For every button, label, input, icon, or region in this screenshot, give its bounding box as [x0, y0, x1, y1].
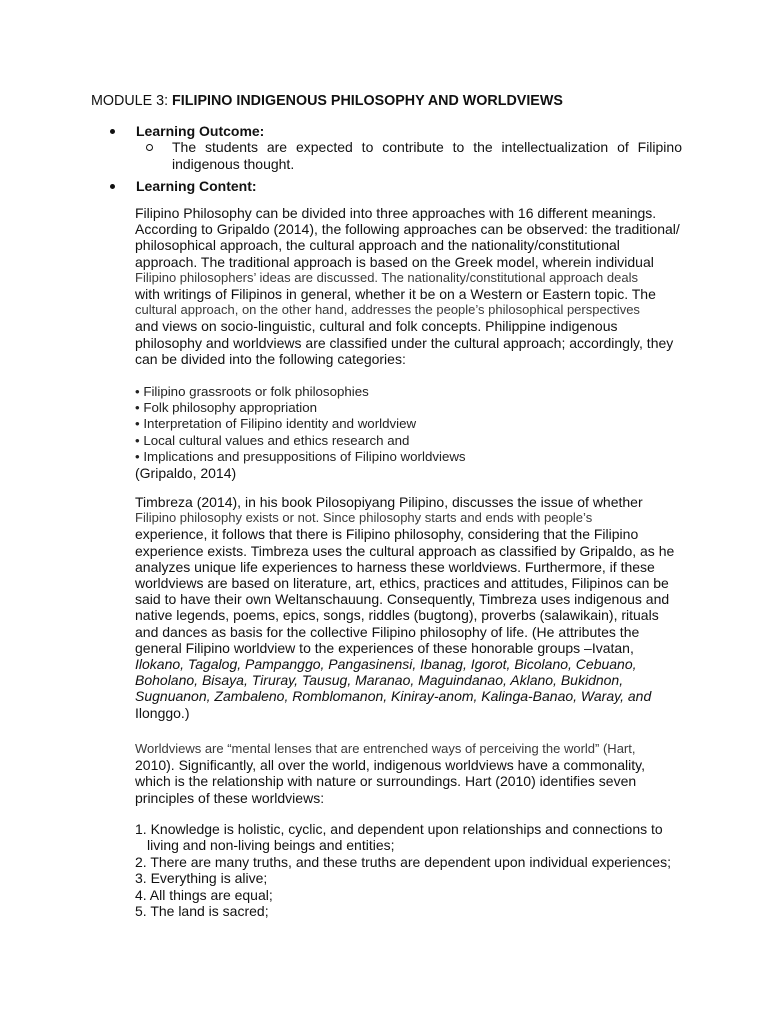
list-item: 1. Knowledge is holistic, cyclic, and dependent upon relationships and connections to living and non-living beings and entities;: [135, 821, 663, 854]
list-item: • Interpretation of Filipino identity and worldview: [135, 416, 417, 432]
principles-list: [135, 821, 685, 919]
paragraph-timbreza: Timbreza (2014), in his book Pilosopiyang Pilipino, discusses the issue of whether Filipino philosophy exists or not. Since philosophy starts and ends with people’s experience, it follows that there is Filipino philosophy, considering that the Filipino experience exists. Timbreza uses the cultural approach as classified by Gripaldo, as he analyzes unique life experiences to harness these worldviews. Furthermore, if these worldviews are based on literature, art, ethics, practices and attitudes, Filipinos can be said to have their own Weltanschauung. Consequently, Timbreza uses indigenous and native legends, poems, epics, songs, riddles (bugtong), proverbs (salawikain), rituals and dances as basis for the collective Filipino philosophy of life. (He attributes the general Filipino worldview to the experiences of these honorable groups –Ivatan, Ilokano, Tagalog, Pampanggo, Pangasinensi, Ibanag, Igorot, Bicolano, Cebuano, Boholano, Bisaya, Tiruray, Tausug, Maranao, Maguindanao, Aklano, Bukidnon, Sugnuanon, Zambaleno, Romblomanon, Kiniray-anom, Kalinga-Banao, Waray, and Ilonggo.): [135, 494, 675, 721]
learning-outcome-label: Learning Outcome:: [136, 123, 265, 139]
list-item: • Folk philosophy appropriation: [135, 400, 318, 416]
learning-outcome-text: The students are expected to contribute to the intellectualization of Filipino indigenous thought.: [172, 139, 682, 173]
categories-list: [135, 384, 680, 481]
paragraph-approaches: Filipino Philosophy can be divided into three approaches with 16 different meanings. According to Gripaldo (2014), the following approaches can be observed: the traditional/ philosophical approach, the cultural approach and the nationality/constitutional approach. The traditional approach is based on the Greek model, wherein individual Filipino philosophers’ ideas are discussed. The nationality/constitutional approach deals with writings of Filipinos in general, whether it be on a Western or Eastern topic. The cultural approach, on the other hand, addresses the people’s philosophical perspectives and views on socio-linguistic, cultural and folk concepts. Philippine indigenous philosophy and worldviews are classified under the cultural approach; accordingly, they can be divided into the following categories:: [135, 205, 680, 367]
citation: (Gripaldo, 2014): [135, 465, 237, 482]
list-item: • Filipino grassroots or folk philosophies: [135, 384, 369, 399]
list-item: • Local cultural values and ethics research and: [135, 432, 410, 448]
learning-content-label: Learning Content:: [136, 178, 257, 194]
bullet-icon: [110, 184, 115, 189]
list-item: 5. The land is sacred;: [135, 903, 269, 920]
paragraph-worldviews: Worldviews are “mental lenses that are entrenched ways of perceiving the world” (Hart, 2010). Significantly, all over the world, indigenous worldviews have a commonality, which is the relationship with nature or surroundings. Hart (2010) identifies seven principles of these worldviews:: [135, 741, 645, 806]
list-item: 3. Everything is alive;: [135, 870, 268, 887]
list-item: 2. There are many truths, and these truths are dependent upon individual experiences;: [135, 853, 671, 870]
module-title: [91, 92, 563, 110]
list-item: • Implications and presuppositions of Filipino worldviews: [135, 448, 466, 464]
hollow-bullet-icon: [146, 144, 153, 151]
list-item: 4. All things are equal;: [135, 886, 273, 903]
bullet-icon: [110, 129, 115, 134]
module-heading: FILIPINO INDIGENOUS PHILOSOPHY AND WORLDVIEWS: [172, 93, 563, 109]
module-prefix: MODULE 3:: [91, 93, 173, 109]
